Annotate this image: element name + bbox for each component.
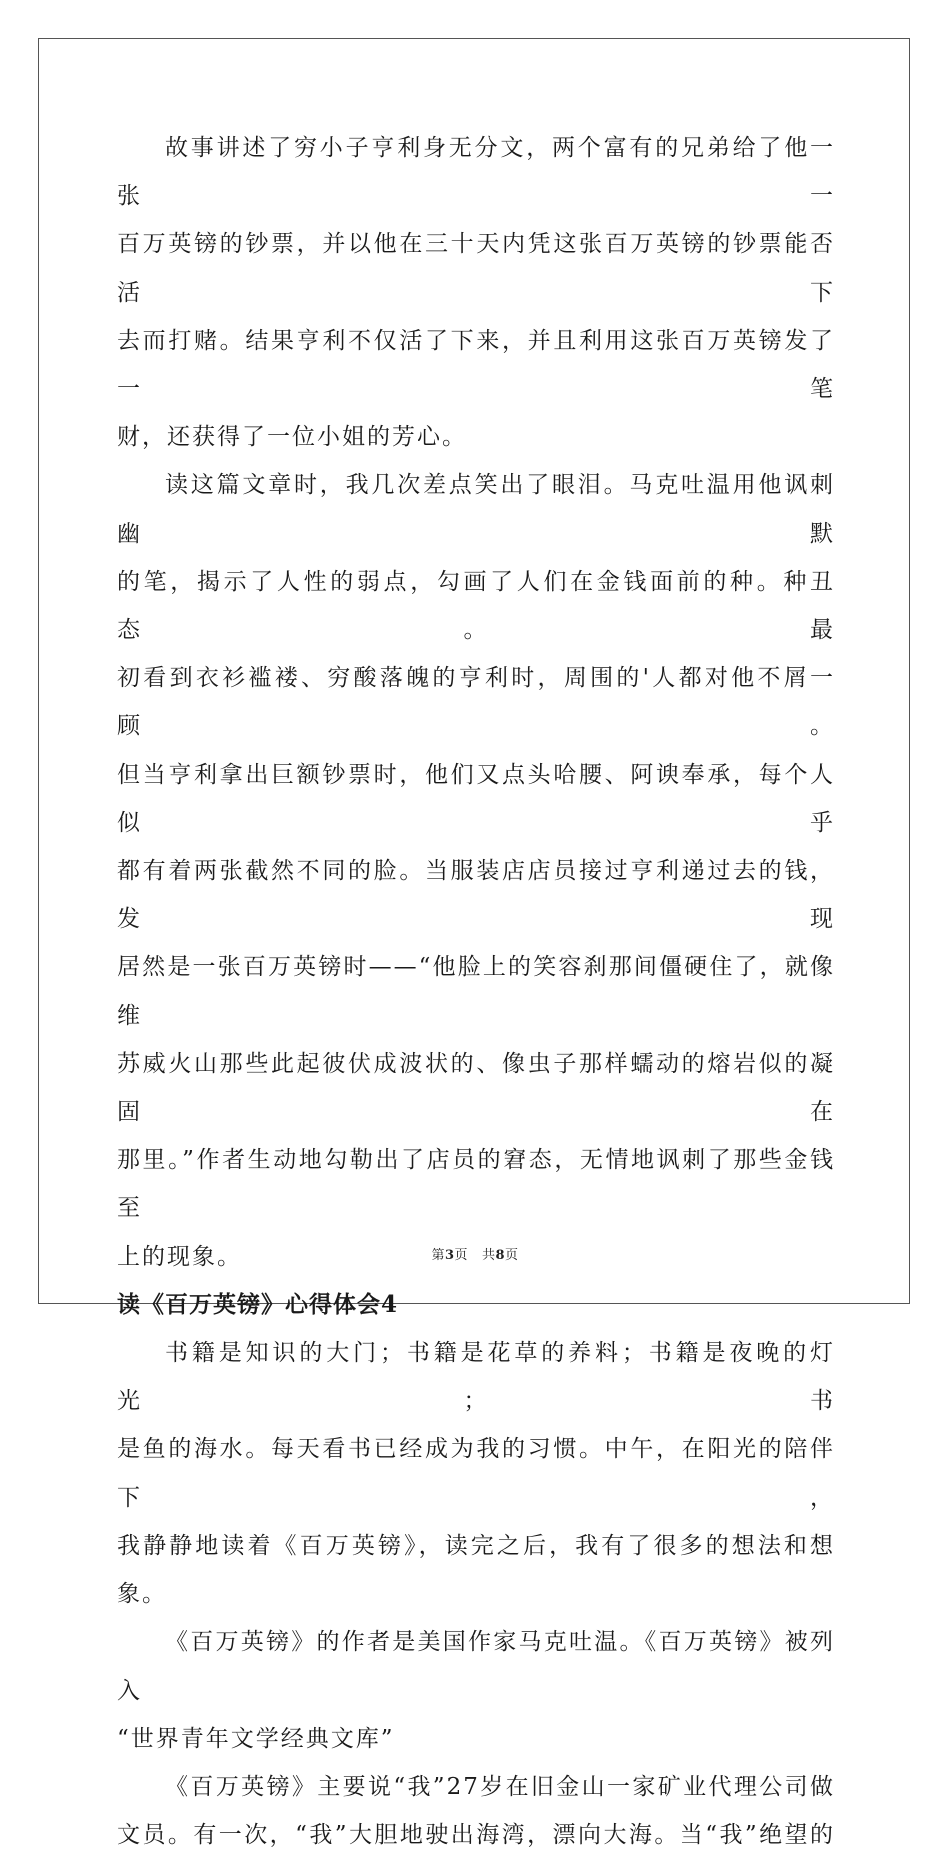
text-line: 居然是一张百万英镑时——“他脸上的笑容刹那间僵硬住了，就像维 xyxy=(117,954,835,1029)
text-line: 那里。”作者生动地勾勒出了店员的窘态，无情地讽刺了那些金钱至 xyxy=(117,1147,835,1222)
text-line: 上的现象。 xyxy=(117,1243,242,1270)
text-line: 都有着两张截然不同的脸。当服装店店员接过亨利递过去的钱，发现 xyxy=(117,858,835,933)
text-line: 是鱼的海水。每天看书已经成为我的习惯。中午，在阳光的陪伴下， xyxy=(117,1436,835,1511)
text-line: 百万英镑的钞票，并以他在三十天内凭这张百万英镑的钞票能否活下 xyxy=(117,231,835,306)
section-heading: 读《百万英镑》心得体会4 xyxy=(117,1290,399,1318)
footer-prefix: 第 xyxy=(431,1248,445,1263)
text-line: 初看到衣衫褴褛、穷酸落魄的亨利时，周围的'人都对他不屑一顾。 xyxy=(117,665,835,740)
text-line: 《百万英镑》主要说“我”27岁在旧金山一家矿业代理公司做 xyxy=(165,1773,835,1800)
text-line: 文员。有一次，“我”大胆地驶出海湾，漂向大海。当“我”绝望的 xyxy=(117,1822,835,1849)
page-footer xyxy=(0,1244,950,1263)
text-line: 书籍是知识的大门；书籍是花草的养料；书籍是夜晚的灯光；书 xyxy=(117,1340,835,1415)
footer-total-prefix: 共 xyxy=(481,1248,496,1263)
text-line: 苏威火山那些此起彼伏成波状的、像虫子那样蠕动的熔岩似的凝固在 xyxy=(117,1050,835,1126)
text-line: 我静静地读着《百万英镑》，读完之后，我有了很多的想法和想象。 xyxy=(117,1532,835,1608)
text-line: 故事讲述了穷小子亨利身无分文，两个富有的兄弟给了他一张一 xyxy=(117,135,835,210)
paragraph-books-intro xyxy=(117,1329,835,1618)
text-line: 财，还获得了一位小姐的芳心。 xyxy=(117,424,467,451)
text-line: 但当亨利拿出巨额钞票时，他们又点头哈腰、阿谀奉承，每个人似乎 xyxy=(117,761,835,836)
paragraph-reading-impression xyxy=(117,461,835,1280)
current-page-number: 3 xyxy=(444,1248,455,1263)
total-pages-number: 8 xyxy=(495,1248,506,1263)
document-body xyxy=(117,124,835,1859)
text-line: 去而打赌。结果亨利不仅活了下来，并且利用这张百万英镑发了一笔 xyxy=(117,327,835,403)
footer-total-suffix: 页 xyxy=(505,1248,519,1263)
text-line: 读这篇文章时，我几次差点笑出了眼泪。马克吐温用他讽刺幽默 xyxy=(117,472,835,547)
paragraph-story-summary xyxy=(117,124,835,461)
text-line: 的笔，揭示了人性的弱点，勾画了人们在金钱面前的种。种丑态。最 xyxy=(117,568,835,644)
paragraph-plot xyxy=(117,1763,835,1859)
paragraph-author xyxy=(117,1618,835,1763)
text-line: 《百万英镑》的作者是美国作家马克吐温。《百万英镑》被列入 xyxy=(117,1629,835,1704)
footer-page-word: 页 xyxy=(454,1248,469,1263)
text-line: “世界青年文学经典文库” xyxy=(117,1725,395,1752)
